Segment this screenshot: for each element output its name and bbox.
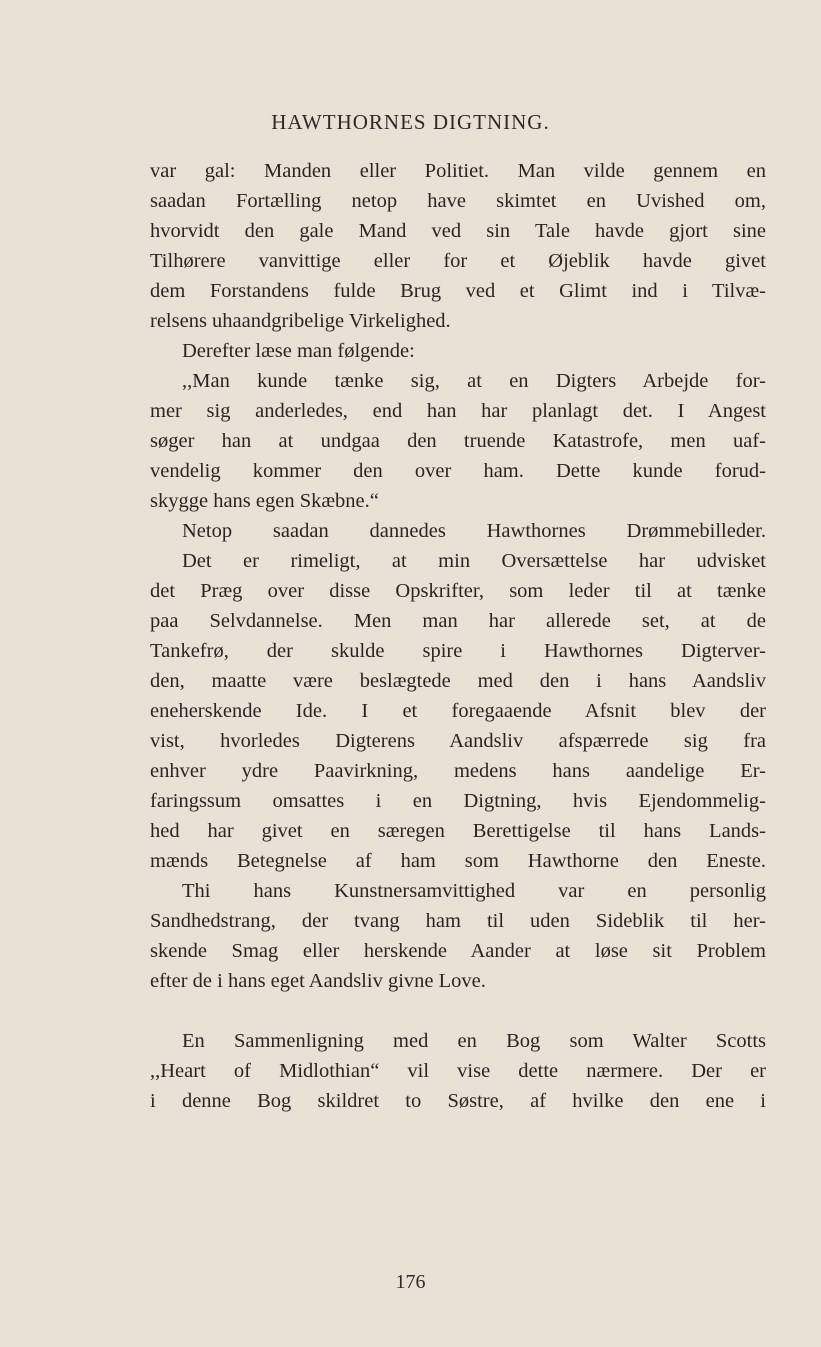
text-line: hvorvidt den gale Mand ved sin Tale havde gjort sine — [150, 220, 766, 242]
quote-start: ,,Man kunde tænke sig, at en Digters Arbejde for- — [182, 370, 766, 392]
text-line: saadan Fortælling netop have skimtet en Uvished om, — [150, 190, 766, 212]
paragraph-start: Netop saadan dannedes Hawthornes Drømmebilleder. — [182, 520, 766, 542]
paragraph-start: Thi hans Kunstnersamvittighed var en personlig — [182, 880, 766, 902]
body-text — [150, 156, 766, 1116]
paragraph-start: En Sammenligning med en Bog som Walter Scotts — [182, 1030, 766, 1052]
text-line: skende Smag eller herskende Aander at løse sit Problem — [150, 940, 766, 962]
paragraph-start: Derefter læse man følgende: — [182, 340, 415, 362]
text-line: relsens uhaandgribelige Virkelighed. — [150, 310, 451, 332]
text-line: i denne Bog skildret to Søstre, af hvilke den ene i — [150, 1090, 766, 1112]
text-line: efter de i hans eget Aandsliv givne Love. — [150, 970, 486, 992]
text-line: den, maatte være beslægtede med den i hans Aandsliv — [150, 670, 766, 692]
text-line: var gal: Manden eller Politiet. Man vilde gennem en — [150, 160, 766, 182]
text-line: mer sig anderledes, end han har planlagt det. I Angest — [150, 400, 766, 422]
text-line: eneherskende Ide. I et foregaaende Afsnit blev der — [150, 700, 766, 722]
page-number: 176 — [395, 1271, 426, 1293]
text-line: Tankefrø, der skulde spire i Hawthornes Digterver- — [150, 640, 766, 662]
quote-end: skygge hans egen Skæbne.“ — [150, 490, 379, 512]
text-line: vist, hvorledes Digterens Aandsliv afspærrede sig fra — [150, 730, 766, 752]
text-line: enhver ydre Paavirkning, medens hans aandelige Er- — [150, 760, 766, 782]
text-line: Sandhedstrang, der tvang ham til uden Sideblik til her- — [150, 910, 766, 932]
text-line: Tilhørere vanvittige eller for et Øjeblik havde givet — [150, 250, 766, 272]
text-line: vendelig kommer den over ham. Dette kunde forud- — [150, 460, 766, 482]
text-line: dem Forstandens fulde Brug ved et Glimt ind i Tilvæ- — [150, 280, 766, 302]
text-line: søger han at undgaa den truende Katastrofe, men uaf- — [150, 430, 766, 452]
text-line: ,,Heart of Midlothian“ vil vise dette nærmere. Der er — [150, 1060, 766, 1082]
paragraph-gap — [150, 996, 766, 1026]
text-line: mænds Betegnelse af ham som Hawthorne den Eneste. — [150, 850, 766, 872]
running-title: HAWTHORNES DIGTNING. — [271, 110, 550, 134]
text-line: paa Selvdannelse. Men man har allerede set, at de — [150, 610, 766, 632]
paragraph-start: Det er rimeligt, at min Oversættelse har udvisket — [182, 550, 766, 572]
text-line: det Præg over disse Opskrifter, som leder til at tænke — [150, 580, 766, 602]
text-line: faringssum omsattes i en Digtning, hvis Ejendommelig- — [150, 790, 766, 812]
text-line: hed har givet en særegen Berettigelse til hans Lands- — [150, 820, 766, 842]
